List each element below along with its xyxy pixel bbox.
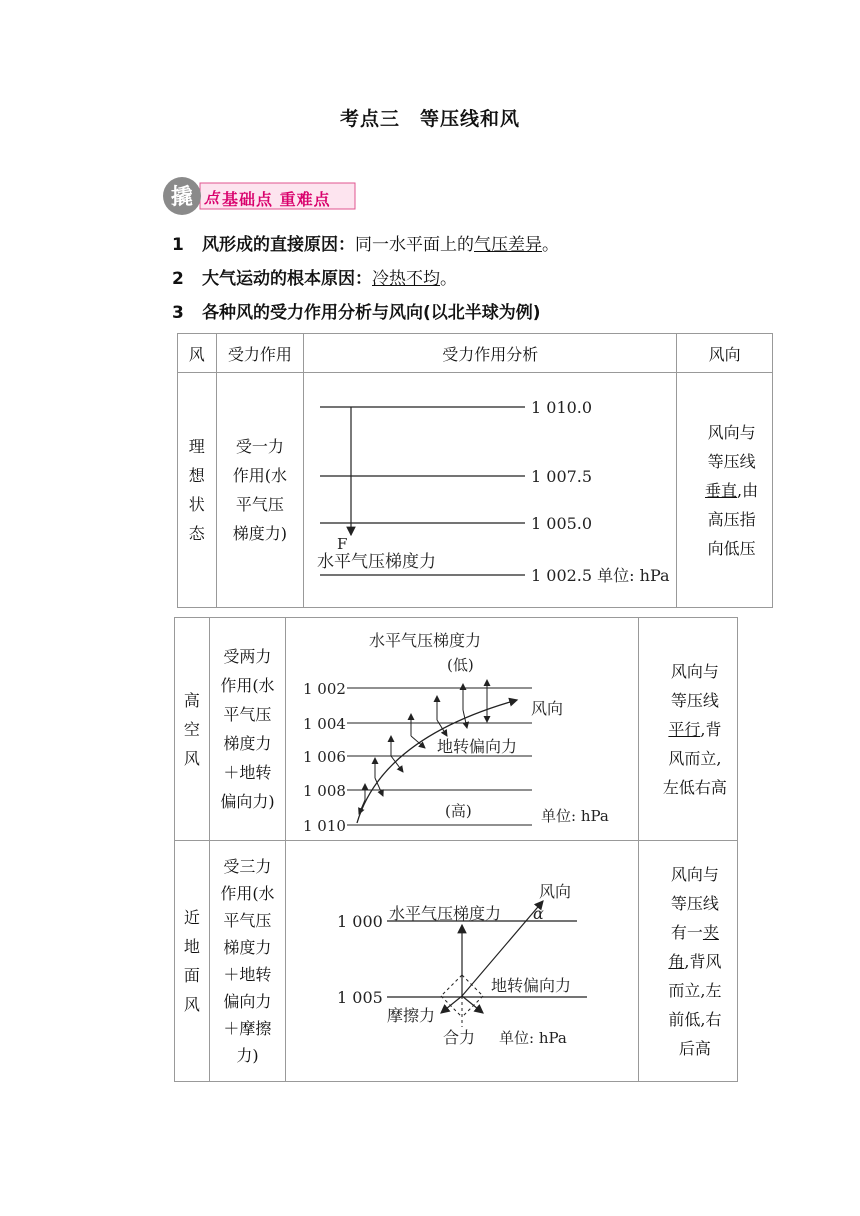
diagram-upper-cell	[286, 618, 639, 841]
upper-isobar-label-4: 1 008	[302, 782, 346, 800]
force-surface: 受三力 作用(水 平气压 梯度力 ＋地转 偏向力 ＋摩擦 力)	[209, 841, 285, 1082]
row-upper	[175, 618, 738, 841]
header-force: 受力作用	[216, 334, 304, 373]
point-3: 3 各种风的受力作用分析与风向(以北半球为例)	[172, 303, 541, 323]
diagram-ideal	[305, 373, 675, 603]
surface-isobar-label-2: 1 005	[336, 988, 383, 1007]
surface-pgf-label: 水平气压梯度力	[388, 904, 501, 923]
row-surface	[175, 841, 738, 1082]
upper-isobar-label-5: 1 010	[302, 817, 346, 835]
badge-char: 撬	[170, 185, 194, 210]
wind-type-surface: 近 地 面 风	[175, 841, 210, 1082]
pgf-label: 水平气压梯度力	[317, 552, 437, 572]
f-label: F	[337, 535, 348, 553]
diagram-ideal-cell	[304, 373, 677, 608]
upper-wind-label: 风向	[530, 699, 563, 718]
badge-tail: 点	[204, 189, 220, 207]
diagram-surface-cell	[286, 841, 639, 1082]
surface-coriolis-label: 地转偏向力	[490, 976, 571, 995]
upper-isobar-label-3: 1 006	[302, 748, 346, 766]
point-2: 2 大气运动的根本原因：冷热不均。	[172, 269, 457, 289]
upper-unit-label: 单位: hPa	[540, 807, 609, 825]
upper-isobar-label-2: 1 004	[302, 715, 346, 733]
badge-label: 基础点 重难点	[222, 190, 331, 209]
surface-unit-label: 单位: hPa	[498, 1029, 567, 1047]
wind-type-ideal: 理 想 状 态	[178, 373, 217, 608]
isobar-label-2: 1 007.5	[531, 467, 593, 486]
upper-isobar-label-1: 1 002	[302, 680, 346, 698]
row-ideal	[178, 373, 773, 608]
point-1: 1 风形成的直接原因：同一水平面上的气压差异。	[172, 235, 559, 255]
direction-upper: 风向与 等压线 平行,背 风而立, 左低右高	[638, 618, 737, 841]
diagram-upper	[287, 618, 637, 836]
surface-wind-label: 风向	[538, 882, 571, 901]
page-title: 考点三 等压线和风	[339, 108, 520, 130]
header-analysis: 受力作用分析	[304, 334, 677, 373]
direction-surface: 风向与 等压线 有一夹 角,背风 而立,左 前低,右 后高	[638, 841, 737, 1082]
diagram-surface	[287, 841, 637, 1077]
wind-type-upper: 高 空 风	[175, 618, 210, 841]
isobar-label-3: 1 005.0	[531, 514, 593, 533]
force-ideal: 受一力 作用(水 平气压 梯度力)	[216, 373, 304, 608]
force-upper: 受两力 作用(水 平气压 梯度力 ＋地转 偏向力)	[209, 618, 285, 841]
alpha-label: α	[532, 904, 544, 923]
surface-coriolis-arrow	[462, 996, 483, 1013]
surface-friction-arrow	[441, 996, 462, 1013]
high-label: (高)	[444, 802, 472, 820]
isobar-label-4: 1 002.5 单位: hPa	[531, 566, 670, 585]
upper-pgf-label: 水平气压梯度力	[368, 631, 481, 650]
force-table-part-2	[174, 617, 738, 1082]
resultant-label: 合力	[442, 1028, 475, 1047]
upper-coriolis-label: 地转偏向力	[436, 737, 517, 756]
header-wind: 风	[178, 334, 217, 373]
low-label: (低)	[446, 656, 474, 674]
friction-label: 摩擦力	[386, 1006, 435, 1025]
header-direction: 风向	[677, 334, 773, 373]
direction-ideal: 风向与 等压线 垂直,由 高压指 向低压	[677, 373, 773, 608]
force-table-part-1	[177, 333, 773, 608]
isobar-label-1: 1 010.0	[531, 398, 593, 417]
surface-isobar-label-1: 1 000	[336, 912, 383, 931]
